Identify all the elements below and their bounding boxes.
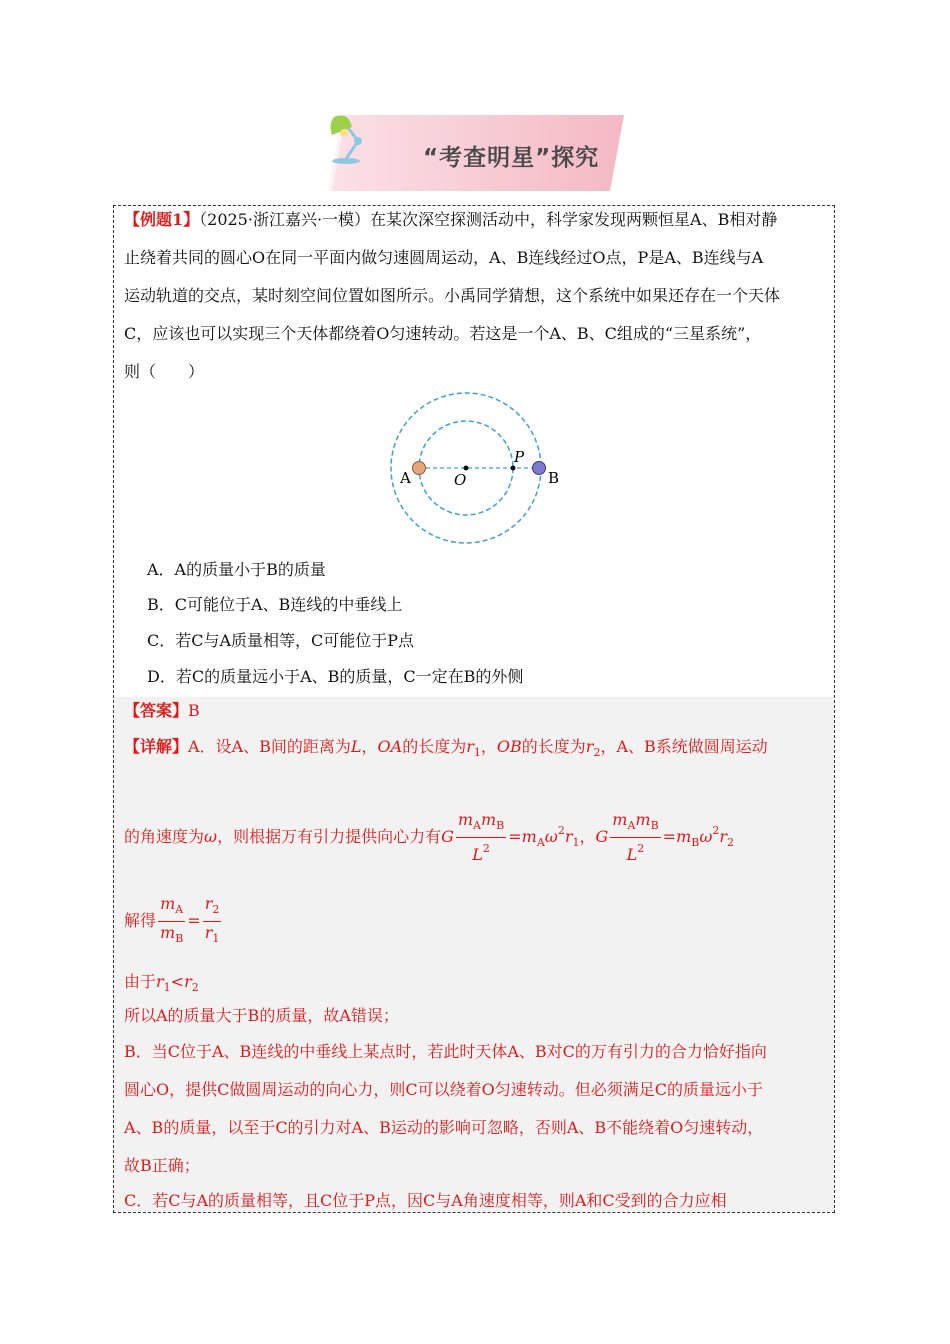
symbol-l: L: [350, 737, 362, 756]
symbol-r1: $r_1$: [466, 737, 481, 759]
detail-text: ，: [361, 737, 378, 756]
detail-formula-line: 的角速度为ω，则根据万有引力提供向心力有G $\frac{m_Am_B}{L^2}$ $=m_A\omega^2r_1$，G $\frac{m_Am_B}{L^2}$ $=m_B\omega^2r_2$: [124, 810, 735, 864]
option-b[interactable]: B．C可能位于A、B连线的中垂线上: [147, 595, 403, 614]
detail-line-b1: B．当C位于A、B连线的中垂线上某点时，若此时天体A、B对C的万有引力的合力恰好指向: [124, 1042, 767, 1061]
solve-line: [124, 893, 223, 950]
orbit-diagram: [384, 386, 560, 546]
detail-text: ，A、B系统做圆周运动: [600, 737, 768, 756]
banner-title: “考查明星”探究: [423, 145, 600, 171]
detail-text: 的角速度为: [124, 827, 205, 846]
formula-inequality: $r_1<r_2$: [156, 972, 199, 994]
label-a: A: [400, 469, 411, 487]
detail-line-b4: 故B正确；: [124, 1156, 200, 1175]
star-a: [413, 462, 426, 475]
detail-text: A．设A、B间的距离为: [188, 737, 351, 756]
point-p: [511, 466, 516, 471]
detail-line-b3: A、B的质量，以至于C的引力对A、B运动的影响可忽略，否则A、B不能绕着O匀速转动，: [124, 1118, 764, 1137]
question-line-3: 运动轨道的交点，某时刻空间位置如图所示。小禹同学猜想，这个系统中如果还存在一个天体: [124, 286, 781, 305]
detail-text: ，: [480, 737, 497, 756]
question-line-4: C，应该也可以实现三个天体都绕着O匀速转动。若这是一个A、B、C组成的“三星系统”，: [124, 324, 762, 343]
detail-line-1: [124, 737, 768, 763]
symbol-r2: $r_2$: [585, 737, 601, 759]
question-line-2: 止绕着共同的圆心O在同一平面内做匀速圆周运动，A、B连线经过O点，P是A、B连线与A: [124, 248, 764, 267]
answer-line: [124, 701, 200, 721]
formula-ratio: $\frac{m_A}{m_B}$ = $\frac{r_2}{r_1}$: [160, 894, 220, 945]
question-text: （2025·浙江嘉兴·一模）在某次深空探测活动中，科学家发现两颗恒星A、B相对静: [199, 210, 778, 229]
question-line-1: [124, 210, 777, 230]
symbol-oa: OA: [377, 737, 403, 756]
desk-lamp-icon: [328, 113, 388, 165]
detail-text: 的长度为: [402, 737, 467, 756]
star-b: [533, 462, 546, 475]
detail-text: ，则根据万有引力提供向心力有: [217, 827, 442, 846]
answer-area: [114, 697, 834, 1212]
solve-label: 解得: [124, 911, 157, 930]
section-banner: [328, 113, 624, 193]
formula-2: G $\frac{m_Am_B}{L^2}$ $=m_B\omega^2r_2$: [595, 810, 735, 864]
since-label: 由于: [124, 972, 157, 991]
label-o: O: [454, 471, 467, 489]
detail-line-c1: C．若C与A的质量相等，且C位于P点，因C与A角速度相等，则A和C受到的合力应相: [124, 1191, 727, 1210]
detail-line-conclusion-a: 所以A的质量大于B的质量，故A错误；: [124, 1006, 399, 1025]
symbol-ob: OB: [496, 737, 522, 756]
answer-tag: 【答案】: [124, 701, 189, 720]
center-point: [464, 466, 469, 471]
formula-1: G $\frac{m_Am_B}{L^2}$ $=m_A\omega^2r_1$: [441, 810, 580, 864]
detail-line-b2: 圆心O，提供C做圆周运动的向心力，则C可以绕着O匀速转动。但必须满足C的质量远小于: [124, 1080, 763, 1099]
option-c[interactable]: C．若C与A质量相等，C可能位于P点: [147, 631, 415, 650]
example-box: [113, 205, 835, 1213]
answer-value: B: [188, 701, 200, 720]
label-p: P: [514, 448, 525, 466]
label-b: B: [548, 469, 560, 487]
since-line: [124, 969, 199, 994]
option-a[interactable]: A．A的质量小于B的质量: [147, 560, 326, 579]
option-d[interactable]: D．若C的质量远小于A、B的质量，C一定在B的外侧: [147, 667, 524, 686]
question-line-5: 则（ ）: [124, 362, 205, 381]
detail-tag: 【详解】: [124, 737, 189, 756]
symbol-omega: ω: [204, 827, 218, 846]
question-tag: 【例题1】: [124, 210, 200, 229]
detail-text: 的长度为: [521, 737, 586, 756]
question-area: [114, 206, 834, 696]
